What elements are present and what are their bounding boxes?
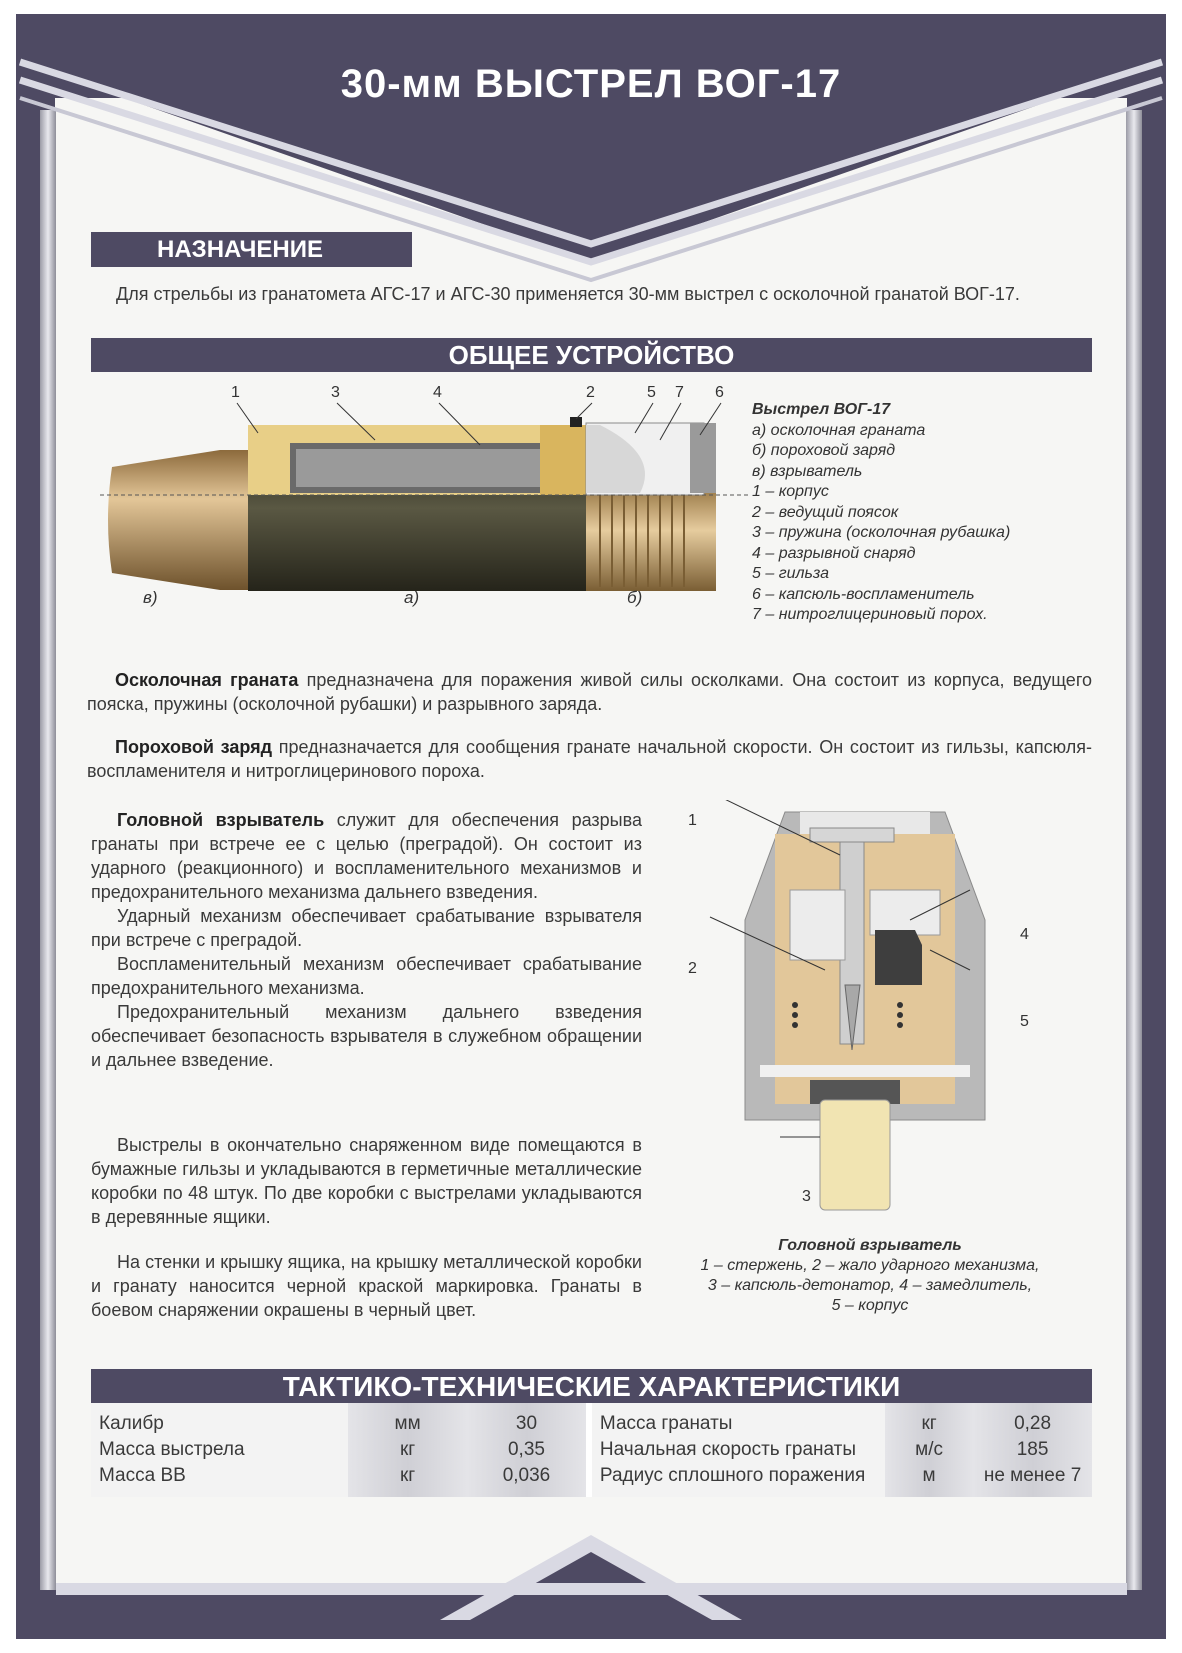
legend-item: 5 – гильза: [752, 565, 830, 582]
shell-number-5: 5: [647, 384, 656, 401]
spec-name: Радиус сплошного поражения: [589, 1463, 885, 1497]
legend-item: 1 – корпус: [752, 483, 829, 500]
fuze-text-block: [91, 808, 642, 1072]
legend-item: 3 – пружина (осколочная рубашка): [752, 524, 1011, 541]
spec-name: Начальная скорость гранаты: [589, 1437, 885, 1463]
fuze-paragraph: [91, 808, 642, 904]
spec-unit: кг: [348, 1437, 467, 1463]
fuze-caption-line: 1 – стержень, 2 – жало ударного механизма,: [700, 1257, 1040, 1274]
purpose-text: Для стрельбы из гранатомета АГС-17 и АГС-30 применяется 30-мм выстрел с осколочной гранатой ВОГ-17.: [116, 284, 1020, 304]
marking-paragraph: На стенки и крышку ящика, на крышку металлической коробки и гранату наносится черной краской маркировка. Гранаты в боевом снаряжении окрашены в черный цвет.: [91, 1252, 642, 1320]
general-header: ОБЩЕЕ УСТРОЙСТВО: [91, 338, 1092, 372]
grenade-description: предназначена для поражения живой силы осколками. Она состоит из корпуса, ведущего пояска, пружины (осколочной рубашки) и разрывного заряда.: [87, 670, 1092, 714]
legend-title: Выстрел ВОГ-17: [752, 401, 891, 418]
fuze-number-3: 3: [802, 1188, 811, 1205]
fuze-caption-line: 5 – корпус: [831, 1297, 909, 1314]
fuze-nose: [108, 450, 248, 590]
table-row: [91, 1463, 1092, 1497]
shell-number-4: 4: [433, 384, 442, 401]
spec-unit: м/с: [885, 1437, 973, 1463]
detonator-cap: [820, 1100, 890, 1210]
spec-name: Масса выстрела: [91, 1437, 348, 1463]
spec-value: 0,036: [467, 1463, 589, 1497]
table-row: [91, 1437, 1092, 1463]
vog17-cross-section-diagram: [100, 395, 760, 625]
shell-number-3: 3: [331, 384, 340, 401]
purpose-header: НАЗНАЧЕНИЕ: [91, 232, 412, 267]
legend-item: 6 – капсюль-воспламенитель: [752, 585, 975, 603]
shell-part-fuze-label: в): [143, 588, 158, 607]
packing-paragraph: Выстрелы в окончательно снаряженном виде помещаются в бумажные гильзы и укладываются в герметичные металлические коробки по 48 штук. По две коробки с выстрелами укладываются в деревянные ящики.: [91, 1135, 642, 1227]
legend-item: 2 – ведущий поясок: [752, 503, 899, 521]
shell-number-1: 1: [231, 384, 240, 401]
page-title: 30-мм ВЫСТРЕЛ ВОГ-17: [340, 62, 842, 106]
legend-item: 4 – разрывной снаряд: [752, 544, 916, 562]
legend-item: б) пороховой заряд: [752, 442, 896, 459]
legend-item: в) взрыватель: [752, 462, 863, 480]
shell-part-charge-label: б): [627, 588, 643, 607]
fuze-caption-title: Головной взрыватель: [778, 1237, 962, 1254]
legend-item: 7 – нитроглицериновый порох.: [752, 606, 988, 623]
delay-element: [875, 930, 922, 985]
ignition-paragraph: Воспламенительный механизм обеспечивает срабатывание предохранительного механизма.: [91, 954, 642, 998]
table-row: [91, 1403, 1092, 1437]
spec-unit: мм: [348, 1403, 467, 1437]
shell-number-2: 2: [586, 384, 595, 401]
impact-paragraph: Ударный механизм обеспечивает срабатывание взрывателя при встрече с преградой.: [91, 906, 642, 950]
spec-name: Масса гранаты: [589, 1403, 885, 1437]
specs-header: ТАКТИКО-ТЕХНИЧЕСКИЕ ХАРАКТЕРИСТИКИ: [91, 1369, 1092, 1404]
legend-item: а) осколочная граната: [752, 421, 926, 439]
cartridge-case: [586, 490, 716, 591]
fuze-number-2: 2: [688, 960, 697, 977]
charge-description: предназначается для сообщения гранате начальной скорости. Он состоит из гильзы, капсюля-воспламенителя и нитроглицеринового пороха.: [87, 737, 1092, 781]
spec-unit: м: [885, 1463, 973, 1497]
grenade-paragraph: [87, 668, 1092, 716]
spec-value: 0,28: [973, 1403, 1092, 1437]
fuze-number-4: 4: [1020, 926, 1029, 943]
fuze-number-1: 1: [688, 812, 697, 829]
fuze-caption-line: 3 – капсюль-детонатор, 4 – замедлитель,: [707, 1277, 1033, 1294]
fuze-description: служит для обеспечения разрыва гранаты при встрече ее с целью (преградой). Он состоит из ударного (реакционного) и воспламенительного механизмов и предохранительного механизма дальнего взведения.: [91, 810, 642, 902]
spec-value: 30: [467, 1403, 589, 1437]
grenade-term: Осколочная граната: [115, 670, 299, 690]
spec-name: Масса ВВ: [91, 1463, 348, 1497]
specs-table: [91, 1403, 1092, 1497]
spec-unit: кг: [348, 1463, 467, 1497]
shell-part-grenade-label: а): [404, 588, 420, 607]
spec-unit: кг: [885, 1403, 973, 1437]
shell-number-6: 6: [715, 384, 724, 401]
spec-value: 185: [973, 1437, 1092, 1463]
spec-name: Калибр: [91, 1403, 348, 1437]
charge-term: Пороховой заряд: [115, 737, 273, 757]
fuze-caption: [660, 1236, 1080, 1316]
fuze-term: Головной взрыватель: [117, 810, 325, 830]
safety-paragraph: Предохранительный механизм дальнего взведения обеспечивает безопасность взрывателя в служебном обращении и дальнее взведение.: [91, 1002, 642, 1070]
spec-value: 0,35: [467, 1437, 589, 1463]
shell-legend: [752, 400, 1082, 626]
shell-number-7: 7: [675, 384, 684, 401]
fuze-number-5: 5: [1020, 1013, 1029, 1030]
head-fuze-diagram: [700, 800, 1040, 1220]
charge-paragraph: [87, 735, 1092, 783]
spec-value: не менее 7: [973, 1463, 1092, 1497]
